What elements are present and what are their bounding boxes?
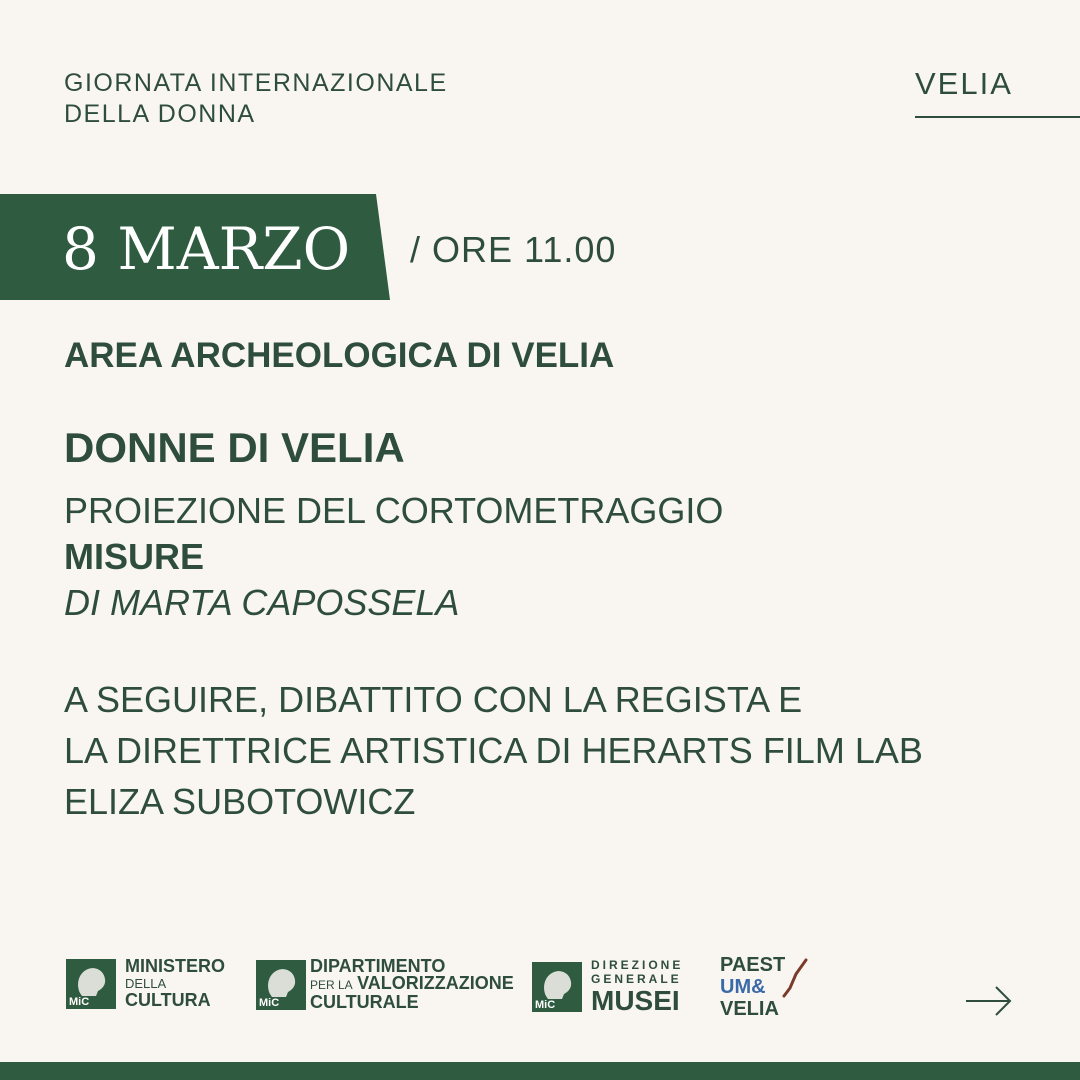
event-time: / ORE 11.00	[410, 229, 617, 270]
paestum-l2: UM&	[720, 976, 766, 998]
head-icon	[538, 966, 576, 1000]
debate-description	[64, 674, 923, 827]
ministero-l1: MINISTERO	[125, 956, 226, 976]
mic-badge: MiC	[259, 996, 280, 1009]
header-location: VELIA	[915, 66, 1013, 101]
header-title	[64, 68, 448, 130]
film-author: DI MARTA CAPOSSELA	[64, 582, 460, 623]
dipartimento-l2b: VALORIZZAZIONE	[357, 973, 514, 993]
mic-badge: MiC	[69, 995, 90, 1008]
header-title-line2: DELLA DONNA	[64, 100, 256, 128]
mic-logo-mark	[256, 960, 306, 1010]
debate-line1: A SEGUIRE, DIBATTITO CON LA REGISTA E	[64, 679, 803, 720]
mic-logo-mark	[532, 962, 582, 1012]
ministero-l2: DELLA	[125, 976, 167, 991]
debate-line3: ELIZA SUBOTOWICZ	[64, 781, 416, 822]
direzione-l2: GENERALE	[591, 972, 682, 986]
head-icon	[262, 964, 300, 998]
event-title: DONNE DI VELIA	[64, 424, 405, 471]
dipartimento-l3: CULTURALE	[310, 992, 419, 1012]
film-title: MISURE	[64, 536, 205, 577]
debate-line2: LA DIRETTRICE ARTISTICA DI HERARTS FILM LAB	[64, 730, 923, 771]
dipartimento-l1: DIPARTIMENTO	[310, 956, 446, 976]
logo-ministero	[66, 958, 225, 1009]
header-title-line1: GIORNATA INTERNAZIONALE	[64, 69, 448, 97]
event-description	[64, 488, 723, 626]
logo-paestum-velia	[720, 954, 785, 1020]
arrow-right-icon	[964, 984, 1014, 1018]
logo-dipartimento	[256, 958, 514, 1011]
direzione-l3: MUSEI	[591, 985, 680, 1016]
diver-icon	[778, 958, 808, 998]
next-arrow[interactable]	[964, 984, 1014, 1023]
mic-logo-mark	[66, 959, 116, 1009]
dipartimento-l2a: PER LA	[310, 978, 353, 992]
header-rule	[915, 116, 1080, 118]
paestum-l3: VELIA	[720, 998, 779, 1020]
event-venue: AREA ARCHEOLOGICA DI VELIA	[64, 336, 615, 375]
direzione-l1: DIREZIONE	[591, 958, 684, 972]
event-date: 8 MARZO	[62, 215, 351, 283]
screening-line: PROIEZIONE DEL CORTOMETRAGGIO	[64, 490, 724, 531]
mic-badge: MiC	[535, 999, 556, 1011]
ministero-l3: CULTURA	[125, 990, 211, 1010]
logo-direzione	[532, 958, 683, 1016]
bottom-bar	[0, 1062, 1080, 1080]
paestum-l1: PAEST	[720, 954, 786, 976]
head-icon	[72, 963, 110, 997]
